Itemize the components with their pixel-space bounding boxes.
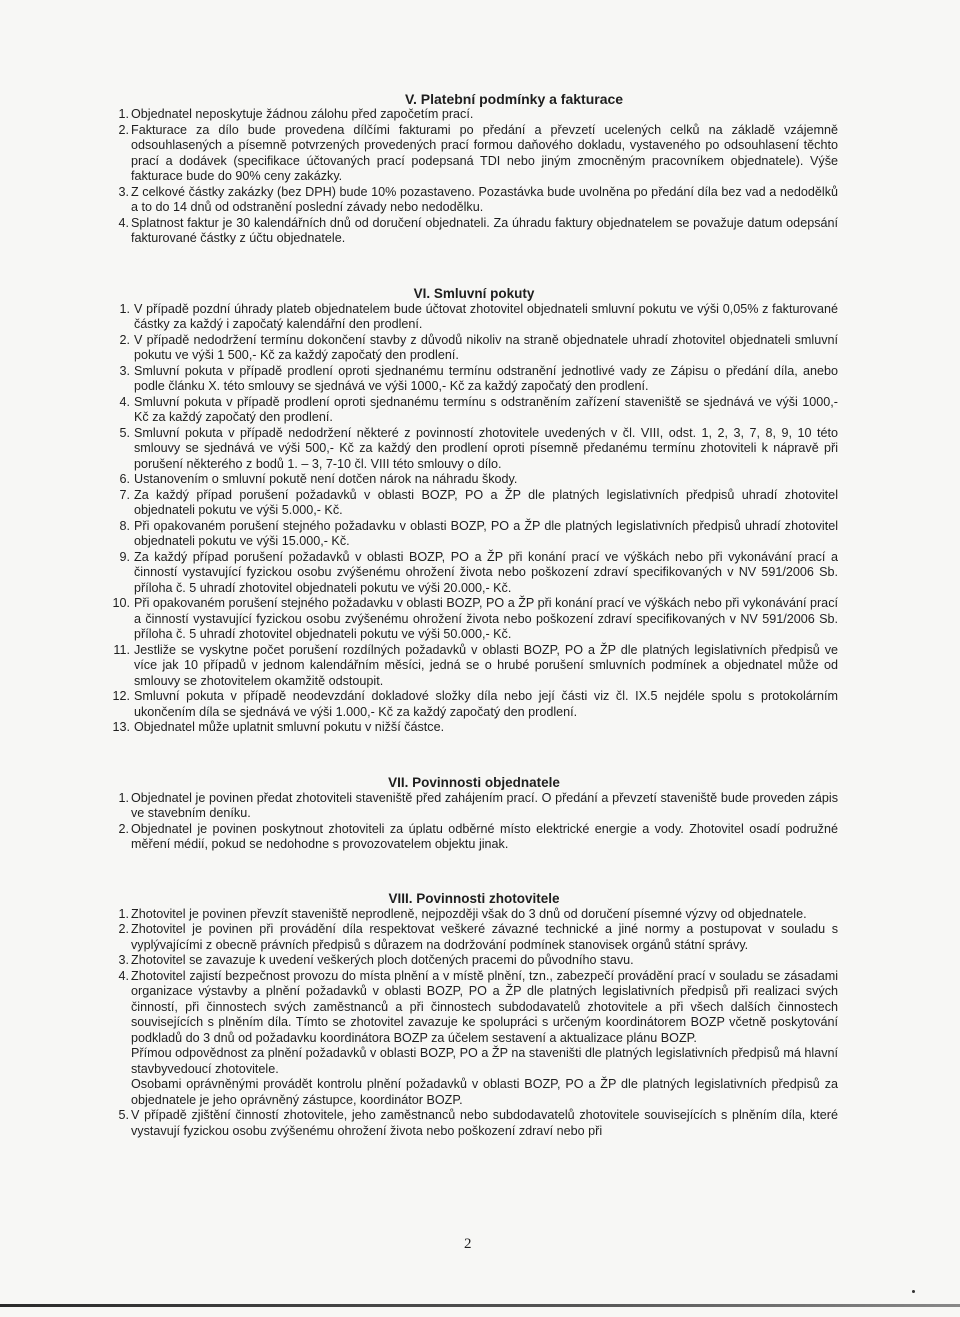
- clause-text: Smluvní pokuta v případě nedodržení některé z povinností zhotovitele uvedených v čl. VIII, odst. 1, 2, 3, 7, 8, 9, 10 této smlouvy se sjednává ve výši 500,- Kč za každý den prodlení oproti písemně předanému termínu zhotoviteli k nápravě při porušení některého z bodů 1. – 3, 7-10 čl. VIII této smlouvy o dílo.: [134, 425, 838, 471]
- clause-text: Při opakovaném porušení stejného požadavku v oblasti BOZP, PO a ŽP dle platných legislativních předpisů uhradí zhotovitel objednateli pokutu ve výši 15.000,- Kč.: [134, 518, 838, 548]
- clause-number: 2.: [118, 922, 129, 936]
- clause-text: Smluvní pokuta v případě prodlení oproti sjednanému termínu s odstraněním zařízení staveniště se sjednává ve výši 1000,- Kč za každý započatý den prodlení.: [134, 394, 838, 424]
- clause-paragraph: Osobami oprávněnými provádět kontrolu plnění požadavků v oblasti BOZP, PO a ŽP dle platných legislativních předpisů za objednatele je jeho oprávněný zástupce, koordinátor BOZP.: [131, 1077, 838, 1107]
- clause: [110, 302, 838, 333]
- clause-number: 5.: [118, 1108, 129, 1122]
- section-heading: VII. Povinnosti objednatele: [388, 774, 560, 790]
- clause-text: Fakturace za dílo bude provedena dílčími fakturami po předání a převzetí ucelených celků na základě vzájemně odsouhlasených a písemně potvrzených provedených prací formou daňového dokladu, vystaveného po odsouhlasení těchto prací a dodávek (specifikace účtovaných prací podepsaná TDI nebo jiným zmocněným pracovníkem objednatele). Výše fakturace bude do 90% ceny zakázky.: [131, 122, 838, 183]
- clause: [110, 822, 838, 853]
- clause-text: Ustanovením o smluvní pokutě není dotčen nárok na náhradu škody.: [134, 472, 518, 486]
- clause: [110, 791, 838, 822]
- clause-text: Smluvní pokuta v případě neodevzdání dokladové složky díla nebo její části viz čl. IX.5 nejdéle spolu s protokolárním ukončením díla se sjednává ve výši 1.000,- Kč za každý započatý den prodlení.: [134, 689, 838, 719]
- clause-text: Smluvní pokuta v případě prodlení oproti sjednanému termínu odstranění jednotlivé vady ze Zápisu o předání díla, anebo podle článku X. této smlouvy se sjednává ve výši 1000,- Kč za každý započatý den prodlení.: [134, 363, 838, 393]
- clause: [110, 720, 838, 736]
- section-contract-penalties: [110, 286, 838, 736]
- section-heading: VIII. Povinnosti zhotovitele: [388, 890, 560, 906]
- clause-number: 11.: [113, 642, 130, 657]
- clause-text: Objednatel neposkytuje žádnou zálohu před započetím prací.: [131, 107, 474, 121]
- clause-number: 3.: [119, 363, 130, 378]
- clause-text: Zhotovitel zajistí bezpečnost provozu do místa plnění a v místě plnění, tzn., zabezpečí provádění prací v souladu se zásadami organizace výstavby a plnění požadavků v oblasti BOZP, PO a ŽP dle platných legislativních předpisů při realizaci svých činností, při činnostech svých zaměstnanců a při činnostech subdodavatelů zhotovitele a při všech dalších činnostech souvisejících s plněním díla. Tímto se zhotovitel zavazuje ke spolupráci s určeným koordinátorem BOZP včetně poskytování podkladů do 3 dnů od požadavku koordinátora BOZP za účelem sestavení a aktualizace plánu BOZP.: [131, 968, 838, 1045]
- clause-text: Za každý případ porušení požadavků v oblasti BOZP, PO a ŽP při konání prací ve výškách nebo při vykonávání prací a činností vystavující fyzickou osobu zvýšenému ohrožení života nebo poškození zdraví specifikovaných v NV 591/2006 Sb. příloha č. 5 uhradí zhotovitel objednateli pokutu ve výši 20.000,- Kč.: [134, 549, 838, 595]
- clause-number: 5.: [119, 425, 130, 440]
- clause: [110, 123, 838, 185]
- section-heading: VI. Smluvní pokuty: [413, 285, 535, 301]
- clause-list: [110, 107, 838, 247]
- clause: [110, 364, 838, 395]
- page-number: 2: [464, 1236, 472, 1252]
- clause-paragraph: Přímou odpovědnost za plnění požadavků v oblasti BOZP, PO a ŽP na staveništi dle platných legislativních předpisů má hlavní stavbyvedoucí zhotovitele.: [131, 1046, 838, 1076]
- scan-speck: [912, 1290, 915, 1293]
- clause-number: 4.: [118, 968, 129, 983]
- clause: [110, 922, 838, 953]
- clause-number: 10.: [112, 596, 130, 610]
- clause-number: 6.: [119, 472, 130, 486]
- clause: [110, 907, 838, 923]
- clause: [110, 969, 838, 1109]
- clause: [110, 426, 838, 473]
- clause-text: Objednatel může uplatnit smluvní pokutu v nižší částce.: [134, 720, 445, 734]
- clause-text: V případě nedodržení termínu dokončení stavby z důvodů nikoliv na straně objednatele uhradí zhotovitel objednateli smluvní pokutu ve výši 1 500,- Kč za každý započatý den prodlení.: [134, 332, 838, 362]
- clause-text: Zhotovitel je povinen převzít staveniště neprodleně, nejpozději však do 3 dnů od doručení písemné výzvy od objednatele.: [131, 906, 807, 921]
- clause-number: 8.: [119, 518, 130, 533]
- clause-number: 7.: [119, 487, 130, 502]
- section-payment-terms: [110, 91, 838, 247]
- clause-list: [110, 302, 838, 736]
- clause-number: 1.: [118, 906, 129, 921]
- clause-number: 9.: [119, 549, 130, 564]
- clause: [110, 643, 838, 690]
- clause: [110, 1108, 838, 1139]
- clause-number: 2.: [118, 122, 129, 137]
- clause-list: [110, 907, 838, 1140]
- clause-number: 2.: [118, 821, 129, 836]
- clause-number: 1.: [118, 107, 129, 121]
- clause-number: 1.: [119, 301, 130, 316]
- clause: [110, 395, 838, 426]
- document-body: [110, 91, 838, 1139]
- clause: [110, 488, 838, 519]
- clause-number: 13.: [112, 720, 130, 734]
- clause-text: Za každý případ porušení požadavků v oblasti BOZP, PO a ŽP dle platných legislativních předpisů uhradí zhotovitel objednateli pokutu ve výši 5.000,- Kč.: [134, 487, 838, 517]
- clause: [110, 689, 838, 720]
- clause-text: Zhotovitel je povinen při provádění díla respektovat veškeré závazné technické a jiné normy a postupovat v souladu s vyplývajícími z obecně právních předpisů s důrazem na dodržování podmínek stanovisek orgánů státní správy.: [131, 922, 838, 952]
- clause-text: Jestliže se vyskytne počet porušení rozdílných požadavků v oblasti BOZP, PO a ŽP dle platných legislativních předpisů ve více jak 10 případů v jednom kalendářním měsíci, jedná se o hrubé porušení smluvních podmínek a objednatel může od smlouvy se zhotovitelem okamžitě odstoupit.: [134, 642, 838, 688]
- clause-text: Objednatel je povinen předat zhotoviteli staveniště před zahájením prací. O předání a převzetí staveniště bude proveden zápis ve stavebním deníku.: [131, 790, 838, 820]
- clause: [110, 185, 838, 216]
- clause-text: Z celkové částky zakázky (bez DPH) bude 10% pozastaveno. Pozastávka bude uvolněna po předání díla bez vad a nedodělků a to do 14 dnů od odstranění poslední závady nebo nedodělku.: [131, 184, 838, 214]
- clause: [110, 216, 838, 247]
- clause: [110, 107, 838, 123]
- clause-text: V případě pozdní úhrady plateb objednatelem bude účtovat zhotovitel objednateli smluvní pokutu ve výši 0,05% z fakturované částky za každý i započatý kalendářní den prodlení.: [134, 301, 838, 331]
- clause-list: [110, 791, 838, 853]
- section-client-obligations: [110, 775, 838, 853]
- section-heading: V. Platební podmínky a fakturace: [404, 91, 624, 107]
- section-contractor-obligations: [110, 891, 838, 1140]
- scan-bottom-edge: [0, 1304, 960, 1307]
- clause-text: Zhotovitel se zavazuje k uvedení veškerých ploch dotčených pracemi do původního stavu.: [131, 953, 634, 967]
- clause-text: Objednatel je povinen poskytnout zhotoviteli za úplatu odběrné místo elektrické energie a vody. Zhotovitel osadí podružné měření médií, pokud se nedohodne s provozovatelem objektu jinak.: [131, 821, 838, 851]
- clause-text: V případě zjištění činností zhotovitele, jeho zaměstnanců nebo subdodavatelů zhotovitele souvisejících s plněním díla, které vystavují fyzickou osobu zvýšenému ohrožení života nebo poškození zdraví nebo při: [131, 1108, 838, 1138]
- clause-number: 1.: [118, 790, 129, 805]
- clause-number: 3.: [118, 953, 129, 967]
- clause-number: 4.: [118, 215, 129, 230]
- clause: [110, 596, 838, 643]
- clause-number: 12.: [112, 689, 130, 703]
- clause-number: 3.: [118, 184, 129, 199]
- clause-number: 4.: [119, 394, 130, 409]
- clause: [110, 953, 838, 969]
- clause: [110, 550, 838, 597]
- clause: [110, 472, 838, 488]
- clause-number: 2.: [119, 332, 130, 347]
- clause: [110, 519, 838, 550]
- clause: [110, 333, 838, 364]
- clause-text: Při opakovaném porušení stejného požadavku v oblasti BOZP, PO a ŽP při konání prací ve výškách nebo při vykonávání prací a činností vystavující fyzickou osobu zvýšenému ohrožení života nebo poškození zdraví specifikovaných v NV 591/2006 Sb. příloha č. 5 uhradí zhotovitel objednateli pokutu ve výši 50.000,- Kč.: [134, 596, 838, 641]
- clause-text: Splatnost faktur je 30 kalendářních dnů od doručení objednateli. Za úhradu faktury objednatelem se považuje datum odepsání fakturované částky z účtu objednatele.: [131, 215, 838, 245]
